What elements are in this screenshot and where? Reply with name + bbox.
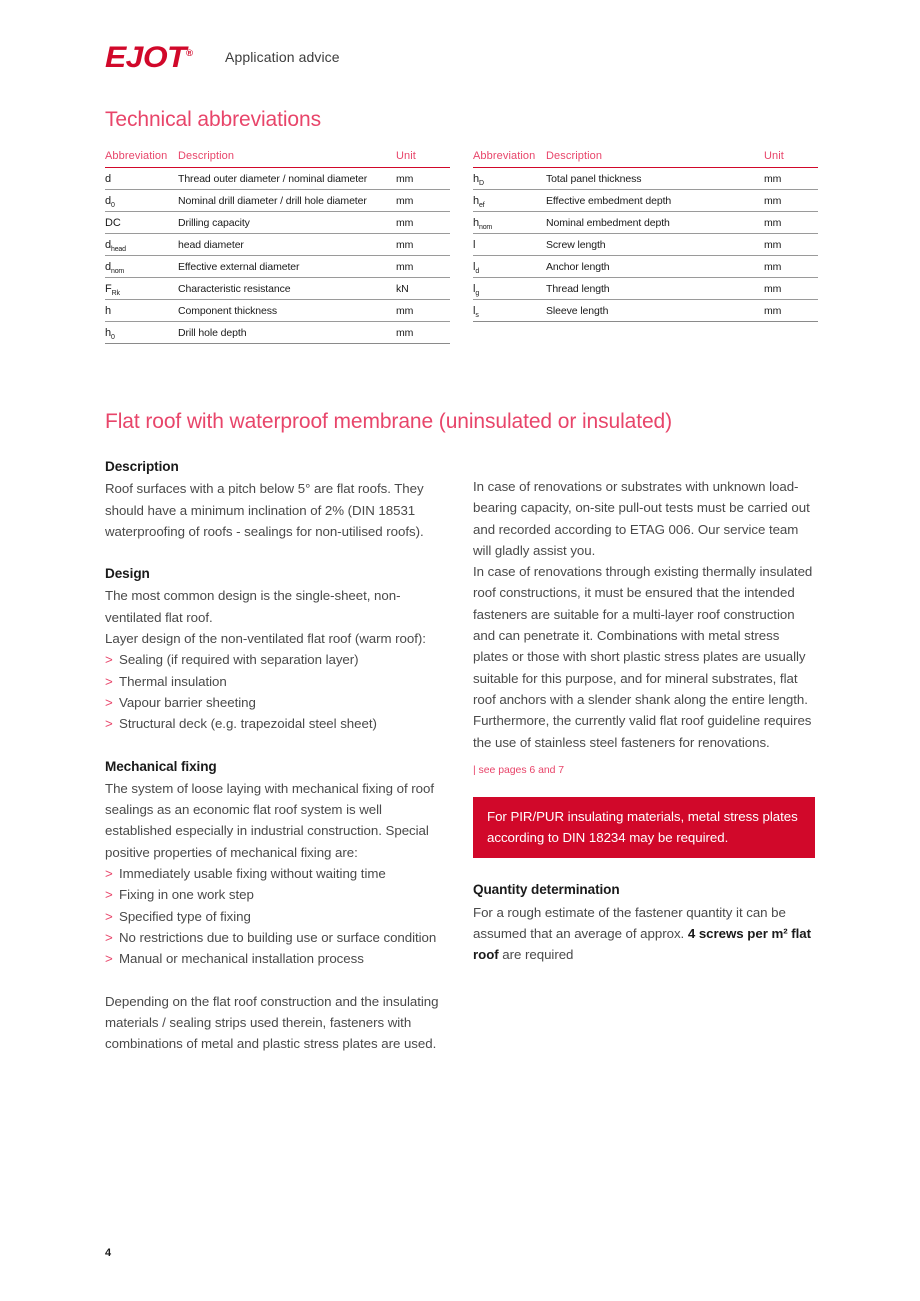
cell-abbreviation: $F_{Rk}$ <box>105 278 178 300</box>
arrow-bullet-icon: > <box>105 716 113 732</box>
list-item <box>105 948 450 969</box>
cell-abbreviation: $l_g$ <box>473 278 546 300</box>
cell-abbreviation: $d_{nom}$ <box>105 256 178 278</box>
callout-box-pir-pur: For PIR/PUR insulating materials, metal stress plates according to DIN 18234 may be required. <box>473 797 815 859</box>
list-item-label: Manual or mechanical installation process <box>119 951 364 967</box>
spacer <box>105 970 450 991</box>
quantity-tail: are required <box>498 947 574 963</box>
cell-abbreviation: h <box>105 300 178 322</box>
table-row <box>473 256 818 278</box>
cell-unit: kN <box>396 278 450 300</box>
section-title-flat-roof: Flat roof with waterproof membrane (uninsulated or insulated) <box>105 410 673 433</box>
page-number: 4 <box>105 1247 112 1259</box>
quantity-text: For a rough estimate of the fastener quantity it can be assumed that an average of approx. <box>473 904 786 942</box>
paragraph-design-2: Layer design of the non-ventilated flat roof (warm roof): <box>105 631 426 647</box>
cell-description: Drilling capacity <box>178 212 396 234</box>
heading-mechanical-fixing: Mechanical fixing <box>105 758 217 774</box>
cell-description: Anchor length <box>546 256 764 278</box>
column-header-description: Description <box>546 150 764 168</box>
table-row <box>105 168 450 190</box>
table-row <box>105 212 450 234</box>
paragraph-closing: Depending on the flat roof construction and the insulating materials / sealing strips used therein, fasteners with combinations of metal and plastic stress plates are used. <box>105 993 439 1052</box>
list-item-label: Fixing in one work step <box>119 887 254 903</box>
paragraph-renovations-1: In case of renovations or substrates with unknown load-bearing capacity, on-site pull-out tests must be carried out and recorded according to ETAG 006. Our service team will gladly assist you. <box>473 479 810 558</box>
table-body-right <box>473 168 818 322</box>
arrow-bullet-icon: > <box>105 929 113 945</box>
left-text-column <box>105 456 450 1054</box>
cell-unit: mm <box>764 278 818 300</box>
cell-description: Characteristic resistance <box>178 278 396 300</box>
list-item <box>105 906 450 927</box>
table-row <box>473 168 818 190</box>
cell-unit: mm <box>396 212 450 234</box>
heading-quantity-determination: Quantity determination <box>473 882 620 898</box>
header-title: Application advice <box>225 49 340 65</box>
list-item-label: Thermal insulation <box>119 673 227 689</box>
abbreviations-table-right <box>473 150 818 322</box>
arrow-bullet-icon: > <box>105 673 113 689</box>
column-header-abbreviation: Abbreviation <box>473 150 546 168</box>
cell-unit: mm <box>396 190 450 212</box>
cell-description: head diameter <box>178 234 396 256</box>
column-header-abbreviation: Abbreviation <box>105 150 178 168</box>
cell-abbreviation: DC <box>105 212 178 234</box>
cell-description: Thread outer diameter / nominal diameter <box>178 168 396 190</box>
arrow-bullet-icon: > <box>105 694 113 710</box>
table-header-row <box>473 150 818 168</box>
paragraph-description: Roof surfaces with a pitch below 5° are flat roofs. They should have a minimum inclination of 2% (DIN 18531 waterproofing of roofs - sealings for non-utilised roofs). <box>105 481 424 539</box>
cell-abbreviation: $d_0$ <box>105 190 178 212</box>
page-header <box>105 38 820 74</box>
cell-unit: mm <box>396 256 450 278</box>
cell-abbreviation: $l_s$ <box>473 300 546 322</box>
list-item <box>105 671 450 692</box>
mechanical-fixing-list <box>105 863 450 969</box>
cell-unit: mm <box>764 256 818 278</box>
table-row <box>473 300 818 322</box>
arrow-bullet-icon: > <box>105 887 113 903</box>
table-row <box>105 234 450 256</box>
cell-abbreviation: $d_{head}$ <box>105 234 178 256</box>
see-pages-reference[interactable]: | see pages 6 and 7 <box>473 763 565 776</box>
cell-unit: mm <box>764 234 818 256</box>
cell-unit: mm <box>396 322 450 344</box>
list-item <box>105 884 450 905</box>
column-header-unit: Unit <box>764 150 818 168</box>
paragraph-renovations-2: In case of renovations through existing thermally insulated roof constructions, it must be ensured that the intended fasteners are suitable for a multi-layer roof construction and can penetrate it. Combinations with metal stress plates or those with short plastic stress plates are usually suitable for this purpose, and for mineral substrates, flat roof anchors with a slender shank along the entire length. Furthermore, the currently valid flat roof guideline requires the use of stainless steel fasteners for renovations. <box>473 564 813 750</box>
table-row <box>105 300 450 322</box>
table-row <box>105 190 450 212</box>
paragraph-quantity <box>473 902 818 966</box>
paragraph-mechanical-fixing: The system of loose laying with mechanical fixing of roof sealings as an economic flat roof system is well established especially in industrial construction. Special positive properties of mechanical fixing are: <box>105 780 434 860</box>
cell-abbreviation: $h_D$ <box>473 168 546 190</box>
list-item-label: Sealing (if required with separation layer) <box>119 652 359 668</box>
table-header-row <box>105 150 450 168</box>
column-header-unit: Unit <box>396 150 450 168</box>
section-title-technical-abbreviations: Technical abbreviations <box>105 108 321 131</box>
cell-description: Component thickness <box>178 300 396 322</box>
table-row <box>473 234 818 256</box>
cell-description: Sleeve length <box>546 300 764 322</box>
cell-description: Drill hole depth <box>178 322 396 344</box>
column-header-description: Description <box>178 150 396 168</box>
table-row <box>473 278 818 300</box>
cell-description: Total panel thickness <box>546 168 764 190</box>
list-item <box>105 863 450 884</box>
cell-abbreviation: $h_{ef}$ <box>473 190 546 212</box>
cell-unit: mm <box>396 234 450 256</box>
cell-description: Nominal drill diameter / drill hole diameter <box>178 190 396 212</box>
registered-trademark-icon: ® <box>185 48 193 58</box>
cell-abbreviation: l <box>473 234 546 256</box>
table-row <box>105 278 450 300</box>
cell-description: Effective external diameter <box>178 256 396 278</box>
cell-description: Effective embedment depth <box>546 190 764 212</box>
list-item-label: Structural deck (e.g. trapezoidal steel sheet) <box>119 716 377 732</box>
list-item-label: No restrictions due to building use or surface condition <box>119 929 437 945</box>
cell-unit: mm <box>764 190 818 212</box>
list-item-label: Immediately usable fixing without waiting time <box>119 866 386 882</box>
cell-unit: mm <box>396 168 450 190</box>
right-text-column <box>473 476 818 966</box>
table-row <box>105 322 450 344</box>
arrow-bullet-icon: > <box>105 908 113 924</box>
cell-abbreviation: $l_d$ <box>473 256 546 278</box>
cell-unit: mm <box>764 168 818 190</box>
cell-description: Thread length <box>546 278 764 300</box>
table-row <box>473 212 818 234</box>
cell-description: Nominal embedment depth <box>546 212 764 234</box>
heading-description: Description <box>105 459 179 474</box>
quantity-highlight: 4 screws per m² flat roof <box>473 926 812 963</box>
arrow-bullet-icon: > <box>105 652 113 668</box>
list-item-label: Specified type of fixing <box>119 908 251 924</box>
paragraph-design-1: The most common design is the single-sheet, non-ventilated flat roof. <box>105 588 401 625</box>
list-item <box>105 927 450 948</box>
arrow-bullet-icon: > <box>105 951 113 967</box>
cell-unit: mm <box>396 300 450 322</box>
cell-description: Screw length <box>546 234 764 256</box>
cell-unit: mm <box>764 212 818 234</box>
table-row <box>473 190 818 212</box>
heading-design: Design <box>105 566 150 582</box>
table-body-left <box>105 168 450 344</box>
cell-unit: mm <box>764 300 818 322</box>
arrow-bullet-icon: > <box>105 866 113 882</box>
list-item <box>105 692 450 713</box>
design-list <box>105 649 450 734</box>
ejot-logo-text: EJOT <box>105 41 186 74</box>
abbreviations-table-left <box>105 150 450 344</box>
table-row <box>105 256 450 278</box>
ejot-logo <box>105 38 193 73</box>
list-item <box>105 713 450 734</box>
list-item-label: Vapour barrier sheeting <box>119 694 256 710</box>
cell-abbreviation: d <box>105 168 178 190</box>
list-item <box>105 649 450 670</box>
cell-abbreviation: $h_0$ <box>105 322 178 344</box>
cell-abbreviation: $h_{nom}$ <box>473 212 546 234</box>
